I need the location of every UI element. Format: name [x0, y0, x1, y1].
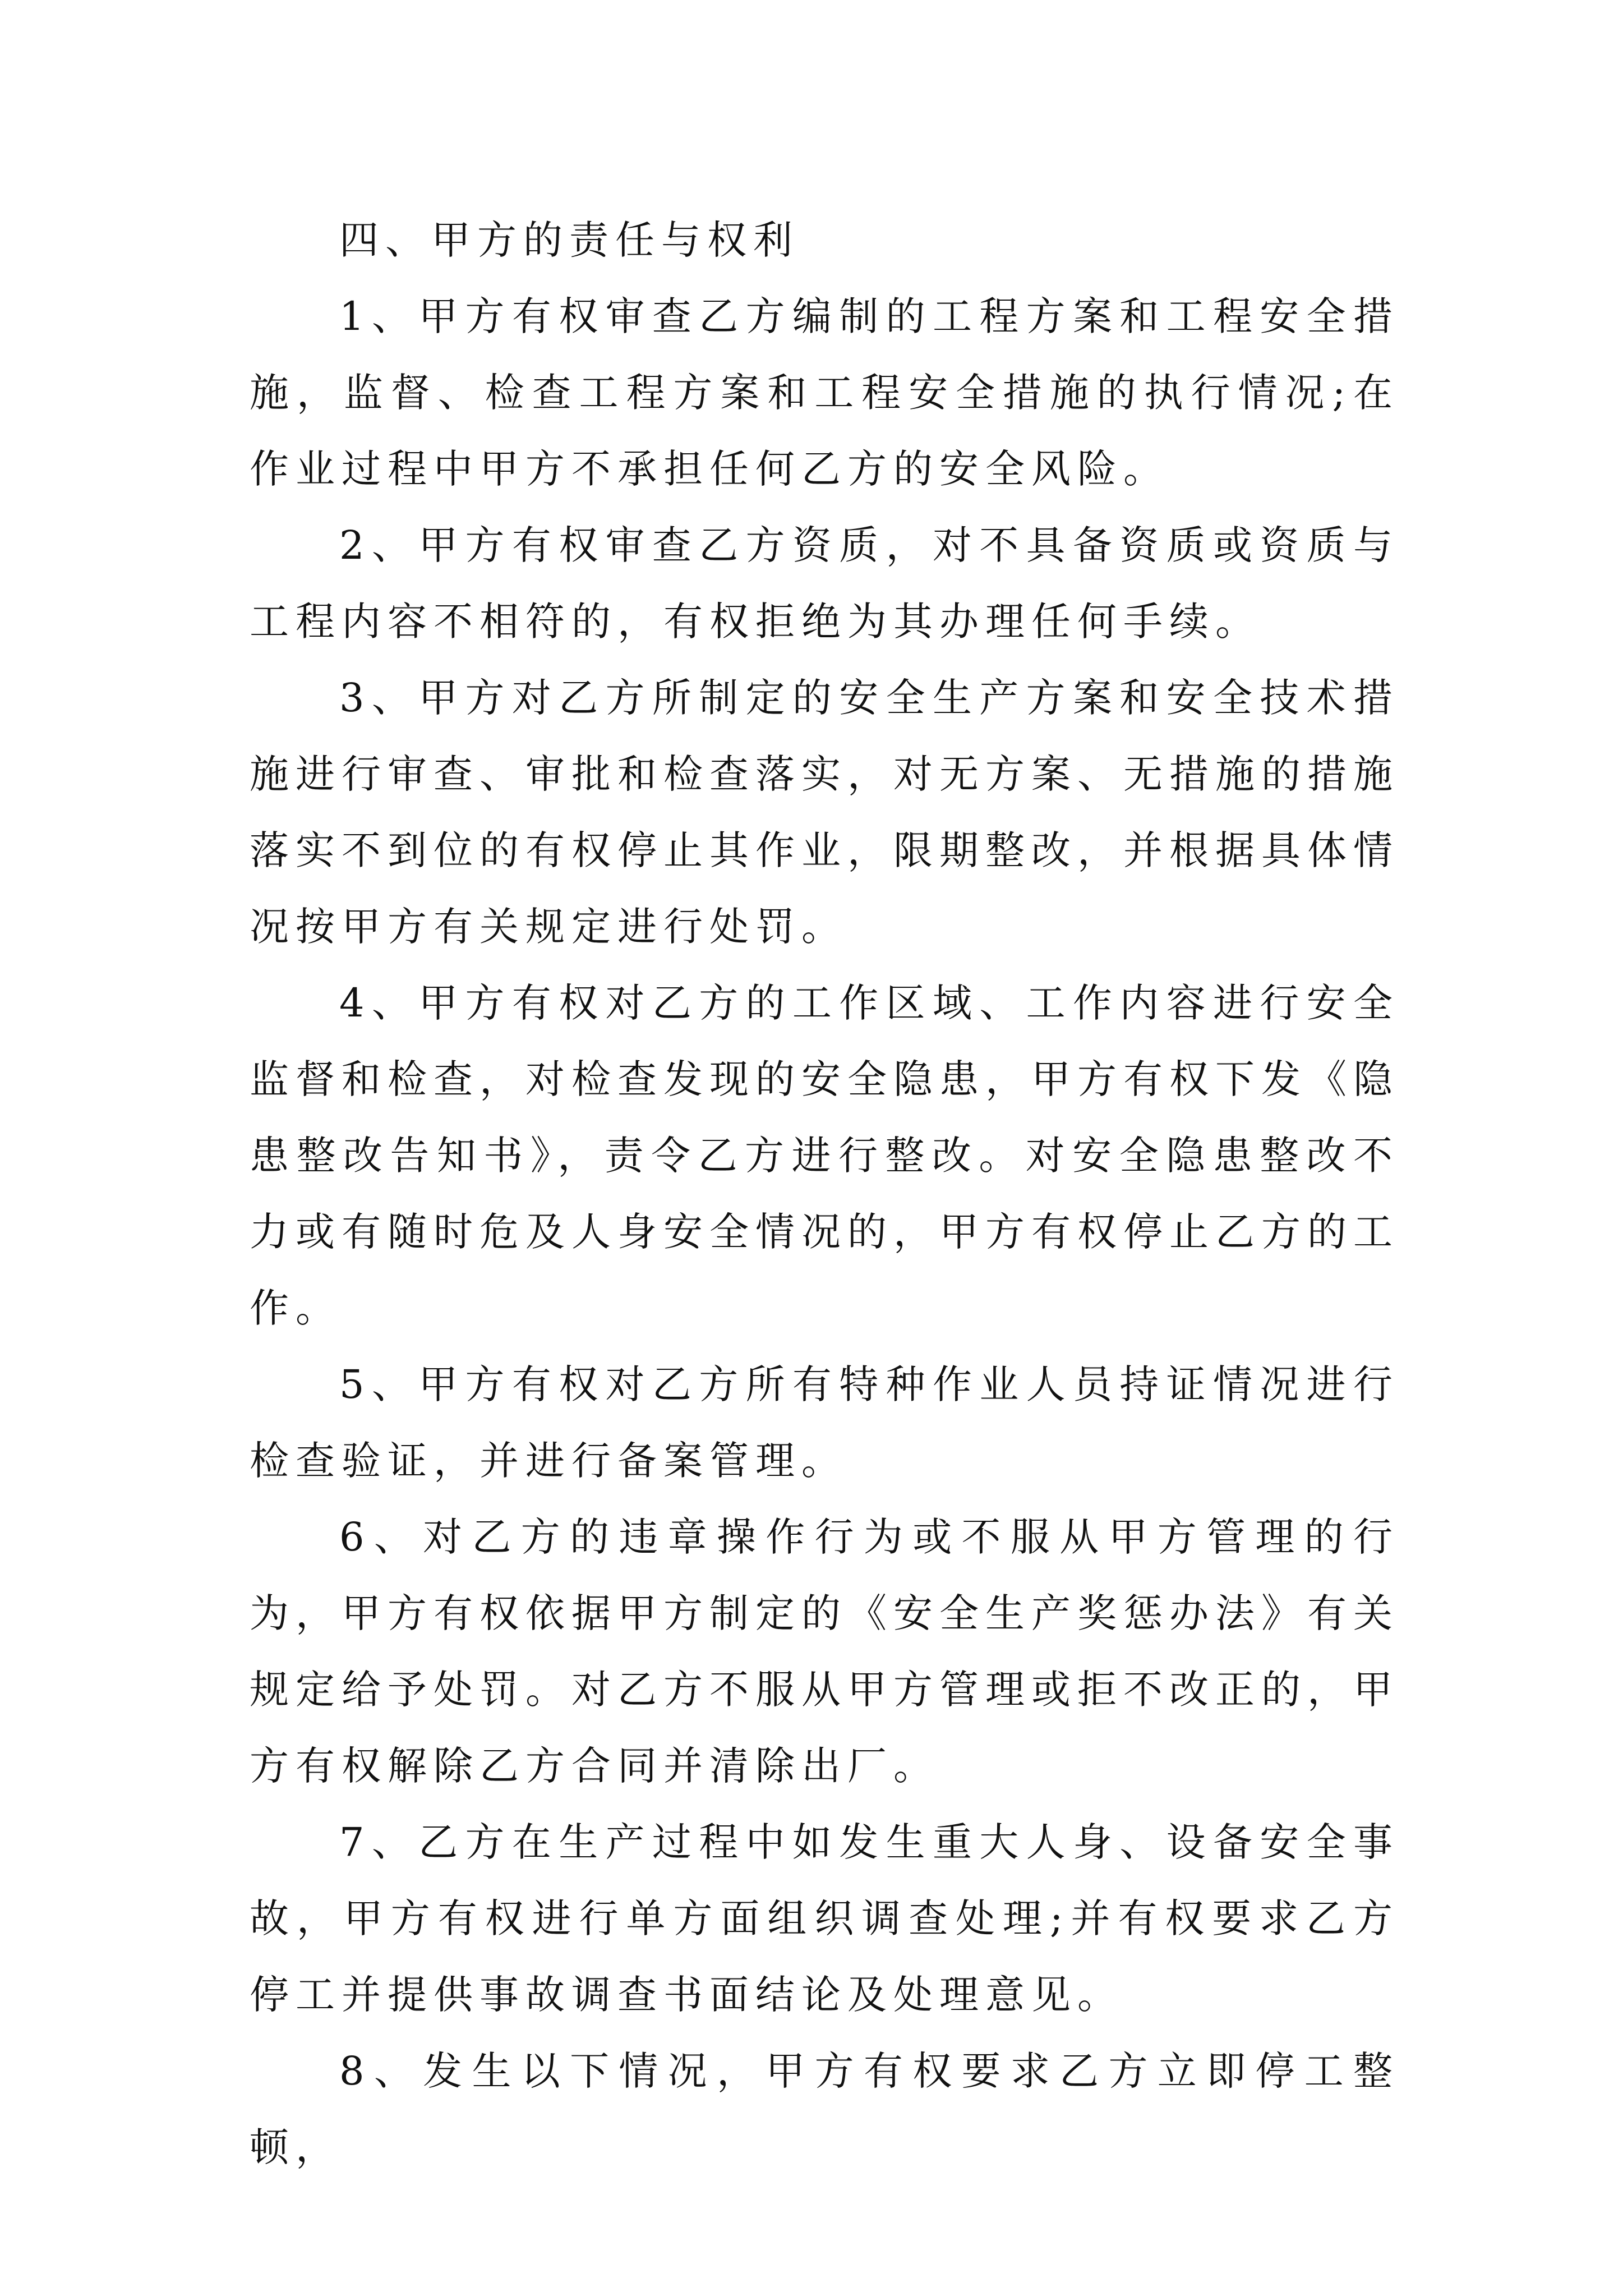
paragraph-1: 1、甲方有权审查乙方编制的工程方案和工程安全措施，监督、检查工程方案和工程安全措施的执行情况;在作业过程中甲方不承担任何乙方的安全风险。 [250, 293, 1399, 492]
paragraph-2: 2、甲方有权审查乙方资质，对不具备资质或资质与工程内容不相符的，有权拒绝为其办理任何手续。 [250, 522, 1399, 645]
paragraph-6: 6、对乙方的违章操作行为或不服从甲方管理的行为，甲方有权依据甲方制定的《安全生产奖惩办法》有关规定给予处罚。对乙方不服从甲方管理或拒不改正的，甲方有权解除乙方合同并清除出厂。 [250, 1514, 1399, 1789]
paragraph-8: 8、发生以下情况，甲方有权要求乙方立即停工整顿， [250, 2048, 1399, 2170]
paragraph-7: 7、乙方在生产过程中如发生重大人身、设备安全事故，甲方有权进行单方面组织调查处理;并有权要求乙方停工并提供事故调查书面结论及处理意见。 [250, 1819, 1399, 2018]
paragraph-3: 3、甲方对乙方所制定的安全生产方案和安全技术措施进行审查、审批和检查落实，对无方案、无措施的措施落实不到位的有权停止其作业，限期整改，并根据具体情况按甲方有关规定进行处罚。 [250, 675, 1399, 950]
section-heading: 四、甲方的责任与权利 [339, 217, 799, 263]
document-body [250, 202, 1399, 2185]
paragraph-4: 4、甲方有权对乙方的工作区域、工作内容进行安全监督和检查，对检查发现的安全隐患，甲方有权下发《隐患整改告知书》，责令乙方进行整改。对安全隐患整改不力或有随时危及人身安全情况的，甲方有权停止乙方的工作。 [250, 980, 1399, 1331]
paragraph-5: 5、甲方有权对乙方所有特种作业人员持证情况进行检查验证，并进行备案管理。 [250, 1361, 1399, 1484]
